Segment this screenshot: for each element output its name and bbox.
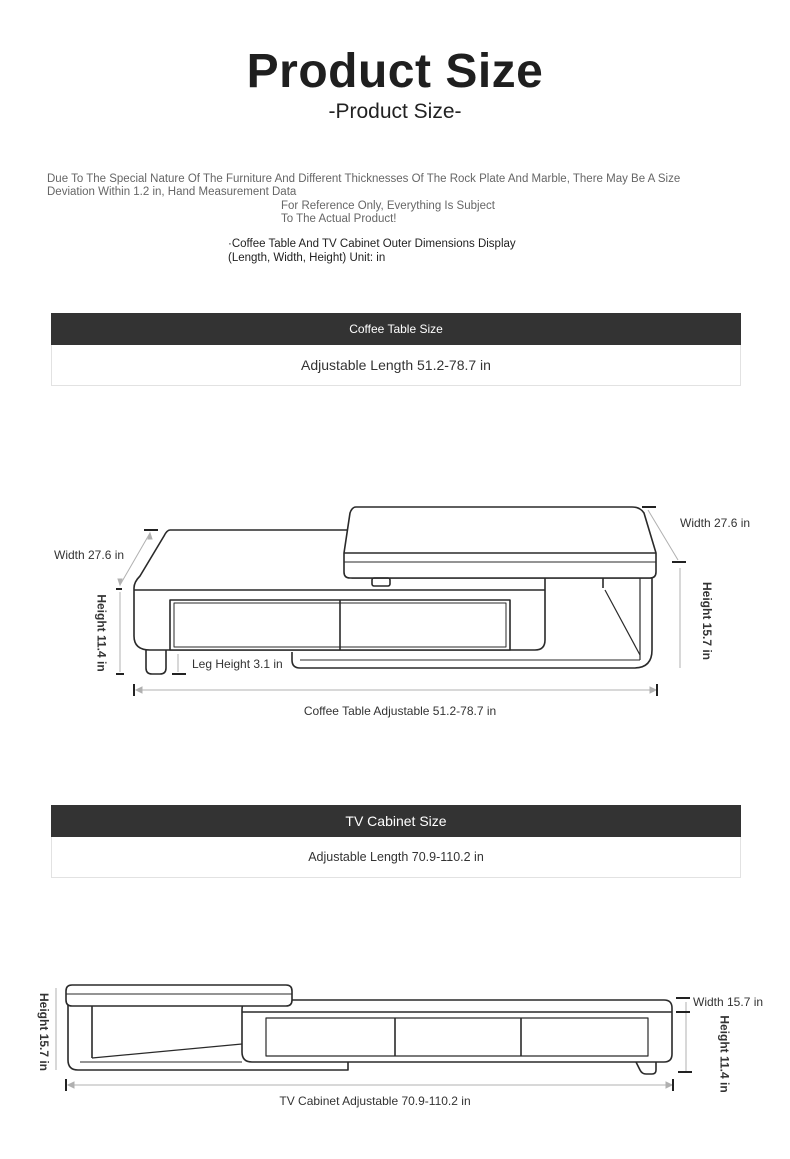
coffee-table-height-left-label: Height 11.4 in (94, 594, 109, 672)
tv-cabinet-length-caption: TV Cabinet Adjustable 70.9-110.2 in (279, 1094, 471, 1108)
coffee-table-section-header: Coffee Table Size (51, 313, 741, 345)
tv-cabinet-section-header: TV Cabinet Size (51, 805, 741, 837)
notice-line-3: For Reference Only, Everything Is Subject (281, 200, 495, 212)
tv-cabinet-summary: Adjustable Length 70.9-110.2 in (51, 837, 741, 878)
coffee-table-width-left-label: Width 27.6 in (54, 548, 125, 562)
tv-cabinet-height-left-label: Height 15.7 in (37, 992, 52, 1072)
tv-cabinet-width-right-label: Width 15.7 in (693, 995, 764, 1009)
page-subtitle: -Product Size- (328, 100, 462, 123)
coffee-table-height-right-label: Height 15.7 in (700, 581, 715, 661)
coffee-table-summary: Adjustable Length 51.2-78.7 in (51, 345, 741, 386)
notice-line-1: Due To The Special Nature Of The Furniture And Different Thicknesses Of The Rock Plate And Marble, There May Be A Size (47, 173, 681, 185)
coffee-table-width-right-label: Width 27.6 in (680, 516, 751, 530)
coffee-table-leg-height-label: Leg Height 3.1 in (192, 657, 283, 671)
dimension-intro-line-2: (Length, Width, Height) Unit: in (228, 252, 386, 264)
tv-cabinet-height-right-label: Height 11.4 in (717, 1015, 732, 1093)
notice-line-4: To The Actual Product! (281, 213, 397, 225)
notice-line-2: Deviation Within 1.2 in, Hand Measurement Data (47, 186, 297, 198)
dimension-intro-line-1: ·Coffee Table And TV Cabinet Outer Dimensions Display (228, 238, 516, 250)
page-title: Product Size (246, 45, 544, 98)
coffee-table-length-caption: Coffee Table Adjustable 51.2-78.7 in (303, 704, 497, 718)
